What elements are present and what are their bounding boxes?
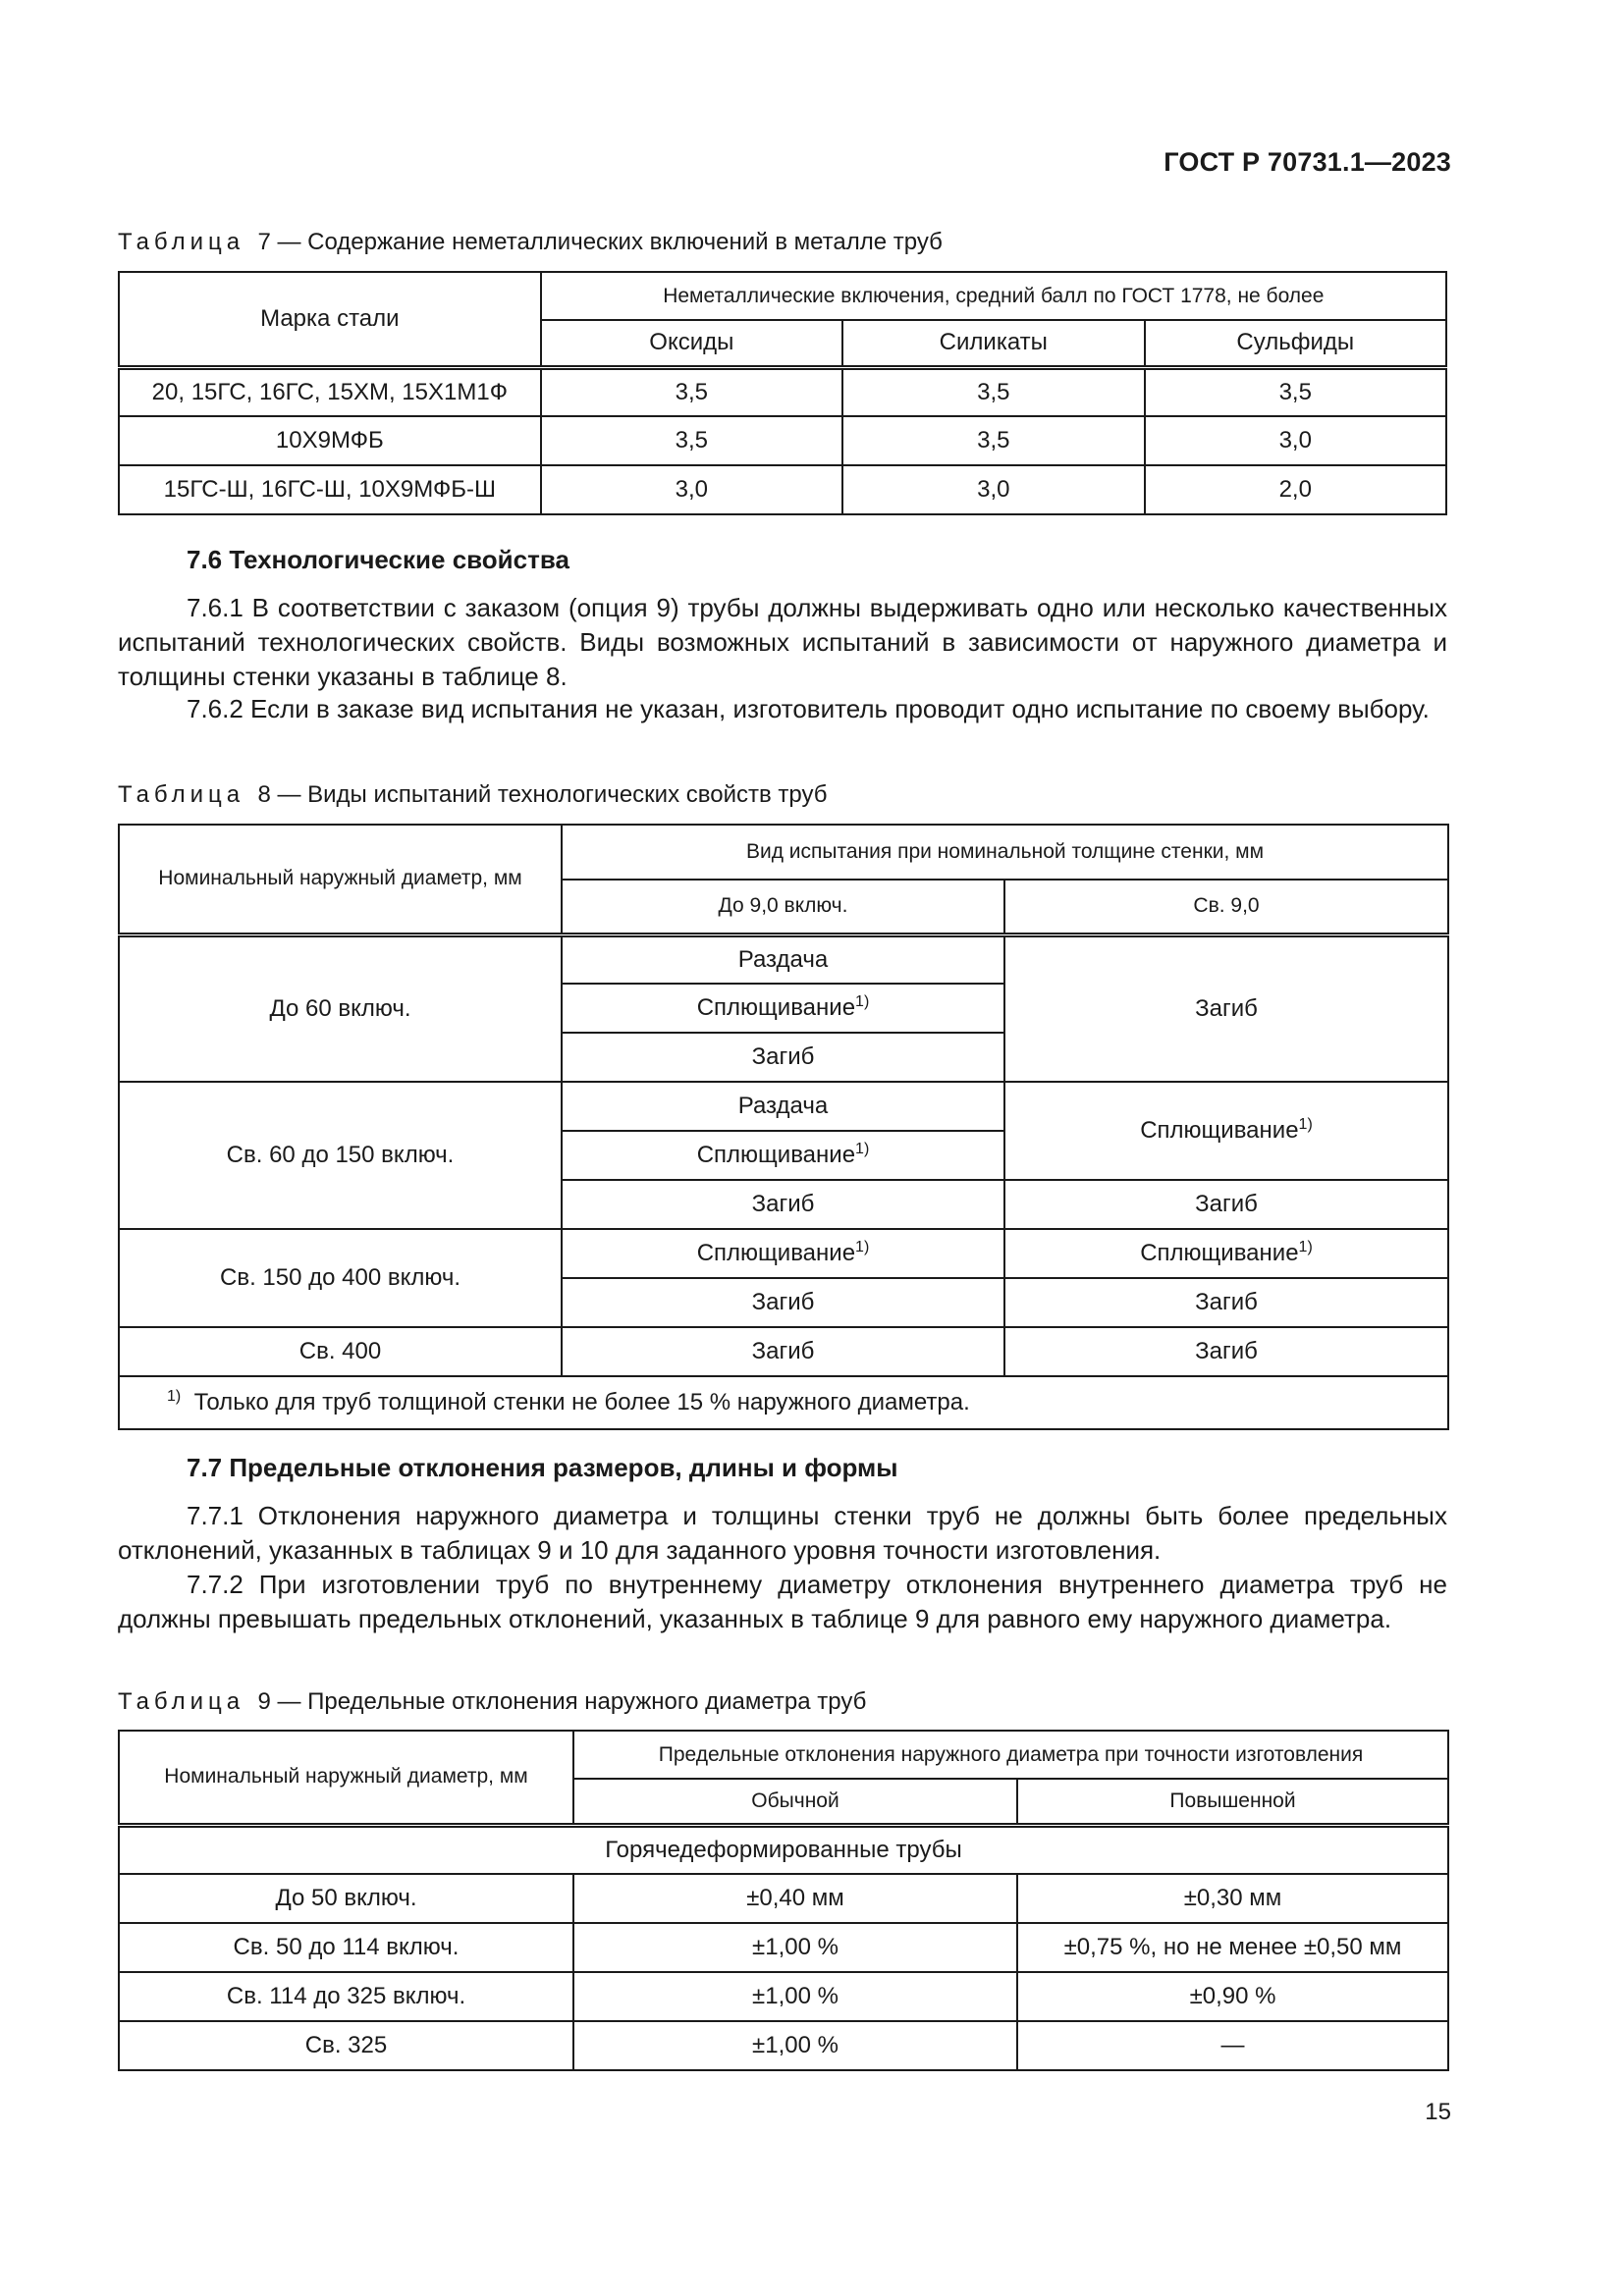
table9-cell-normal: ±1,00 % [573, 1923, 1017, 1972]
table7-header-oxides: Оксиды [541, 320, 842, 367]
footnote-ref: 1) [855, 1141, 870, 1157]
table9-cell-normal: ±1,00 % [573, 2021, 1017, 2070]
table8-cell-test: Загиб [1004, 934, 1448, 1082]
table8-cell-test-text: Сплющивание [1140, 1117, 1299, 1144]
table8-cell-test [1004, 1082, 1448, 1180]
table8 [118, 824, 1449, 1430]
table9-header-diameter: Номинальный наружный диаметр, мм [119, 1731, 573, 1825]
table9-caption-text: 9 — Предельные отклонения наружного диаметра труб [257, 1688, 867, 1715]
table8-cell-test: Загиб [1004, 1180, 1448, 1229]
footnote-ref: 1) [855, 1239, 870, 1255]
table8-caption-word: Таблица [118, 781, 245, 808]
document-code: ГОСТ Р 70731.1—2023 [1164, 147, 1451, 177]
table7-cell-value: 3,5 [1145, 367, 1446, 416]
table-row [119, 2021, 1448, 2070]
table8-cell-test: Загиб [562, 1278, 1004, 1327]
paragraph-7-6-1: 7.6.1 В соответствии с заказом (опция 9) трубы должны выдерживать одно или несколько качественных испытаний технологических свойств. Виды возможных испытаний в зависимости от наружного диаметра и толщины стенки указаны в таблице 8. [118, 593, 1447, 691]
table9 [118, 1730, 1449, 2071]
table8-cell-diameter: До 60 включ. [119, 934, 562, 1082]
table8-header-thick: Св. 9,0 [1004, 880, 1448, 934]
table-footnote-row [119, 1376, 1448, 1429]
footnote-text: Только для труб толщиной стенки не более 15 % наружного диаметра. [193, 1389, 970, 1415]
table7-header-group: Неметаллические включения, средний балл по ГОСТ 1778, не более [541, 272, 1446, 320]
table7-caption-word: Таблица [118, 229, 245, 255]
table8-cell-test [562, 1229, 1004, 1278]
table7-cell-value: 3,0 [1145, 416, 1446, 465]
table8-cell-test: Загиб [562, 1180, 1004, 1229]
footnote-ref: 1) [1298, 1239, 1313, 1255]
table8-cell-test: Загиб [1004, 1278, 1448, 1327]
table7-header-sulfides: Сульфиды [1145, 320, 1446, 367]
table8-cell-test: Загиб [562, 1033, 1004, 1082]
table8-footnote [119, 1376, 1448, 1429]
table-row [119, 1327, 1448, 1376]
table7-cell-value: 2,0 [1145, 465, 1446, 514]
table7-cell-value: 3,5 [842, 367, 1144, 416]
footnote-ref: 1) [1298, 1116, 1313, 1133]
table8-cell-test-text: Сплющивание [1140, 1240, 1299, 1266]
table-row [119, 416, 1446, 465]
paragraph-7-7-2: 7.7.2 При изготовлении труб по внутреннему диаметру отклонения внутреннего диаметра труб не должны превышать предельных отклонений, указанных в таблице 9 для равного ему наружного диаметра. [118, 1570, 1447, 1633]
table8-cell-test-text: Сплющивание [696, 994, 856, 1021]
table9-cell-high: ±0,75 %, но не менее ±0,50 мм [1017, 1923, 1448, 1972]
table8-cell-test [562, 1131, 1004, 1180]
table-row [119, 934, 1448, 984]
table7-cell-value: 3,5 [842, 416, 1144, 465]
footnote-ref: 1) [855, 993, 870, 1010]
table-row [119, 367, 1446, 416]
paragraph-7-6-2: 7.6.2 Если в заказе вид испытания не указан, изготовитель проводит одно испытание по своему выбору. [187, 694, 1430, 723]
table9-header-normal: Обычной [573, 1779, 1017, 1825]
table8-cell-diameter: Св. 150 до 400 включ. [119, 1229, 562, 1327]
table7-cell-value: 3,5 [541, 416, 842, 465]
table7-cell-value: 3,5 [541, 367, 842, 416]
table8-header-diameter: Номинальный наружный диаметр, мм [119, 825, 562, 934]
table-row [119, 465, 1446, 514]
table8-caption-text: 8 — Виды испытаний технологических свойств труб [257, 781, 828, 808]
table8-cell-test [1004, 1229, 1448, 1278]
table7-header-grade: Марка стали [119, 272, 541, 367]
table8-cell-test-text: Сплющивание [696, 1240, 856, 1266]
table9-cell-diameter: Св. 114 до 325 включ. [119, 1972, 573, 2021]
table9-header-group: Предельные отклонения наружного диаметра при точности изготовления [573, 1731, 1448, 1779]
paragraph-7-7-1: 7.7.1 Отклонения наружного диаметра и толщины стенки труб не должны быть более предельных отклонений, указанных в таблицах 9 и 10 для заданного уровня точности изготовления. [118, 1501, 1447, 1565]
table-section-row [119, 1825, 1448, 1874]
table9-cell-high: ±0,30 мм [1017, 1874, 1448, 1923]
table9-caption-word: Таблица [118, 1688, 245, 1715]
table-row [119, 1082, 1448, 1131]
table7-cell-grade: 10Х9МФБ [119, 416, 541, 465]
table8-header-thin: До 9,0 включ. [562, 880, 1004, 934]
table7-cell-value: 3,0 [541, 465, 842, 514]
table9-header-high: Повышенной [1017, 1779, 1448, 1825]
table7 [118, 271, 1447, 515]
page-number: 15 [1425, 2099, 1451, 2125]
table9-section-title: Горячедеформированные трубы [119, 1825, 1448, 1874]
table-row [119, 1229, 1448, 1278]
table9-caption [118, 1688, 866, 1716]
table9-cell-high: — [1017, 2021, 1448, 2070]
table8-cell-diameter: Св. 60 до 150 включ. [119, 1082, 562, 1229]
table8-cell-test: Загиб [562, 1327, 1004, 1376]
table9-cell-diameter: До 50 включ. [119, 1874, 573, 1923]
table8-header-group: Вид испытания при номинальной толщине стенки, мм [562, 825, 1448, 880]
table-row [119, 1972, 1448, 2021]
table-row [119, 1923, 1448, 1972]
table-row [119, 1874, 1448, 1923]
table7-header-silicates: Силикаты [842, 320, 1144, 367]
table8-cell-diameter: Св. 400 [119, 1327, 562, 1376]
table8-cell-test-text: Сплющивание [696, 1142, 856, 1168]
table7-caption [118, 229, 943, 256]
table9-cell-diameter: Св. 325 [119, 2021, 573, 2070]
table9-cell-diameter: Св. 50 до 114 включ. [119, 1923, 573, 1972]
table9-cell-normal: ±0,40 мм [573, 1874, 1017, 1923]
table9-cell-normal: ±1,00 % [573, 1972, 1017, 2021]
table9-cell-high: ±0,90 % [1017, 1972, 1448, 2021]
table7-caption-text: 7 — Содержание неметаллических включений в металле труб [257, 229, 943, 255]
table7-cell-grade: 20, 15ГС, 16ГС, 15ХМ, 15Х1М1Ф [119, 367, 541, 416]
table7-cell-value: 3,0 [842, 465, 1144, 514]
table8-cell-test: Загиб [1004, 1327, 1448, 1376]
section-7-6-heading: 7.6 Технологические свойства [187, 545, 569, 574]
table8-cell-test: Раздача [562, 1082, 1004, 1131]
table8-cell-test [562, 984, 1004, 1033]
section-7-7-heading: 7.7 Предельные отклонения размеров, длины и формы [187, 1453, 898, 1482]
table8-caption [118, 781, 827, 809]
table7-cell-grade: 15ГС-Ш, 16ГС-Ш, 10Х9МФБ-Ш [119, 465, 541, 514]
footnote-mark: 1) [167, 1388, 182, 1405]
table8-cell-test: Раздача [562, 934, 1004, 984]
